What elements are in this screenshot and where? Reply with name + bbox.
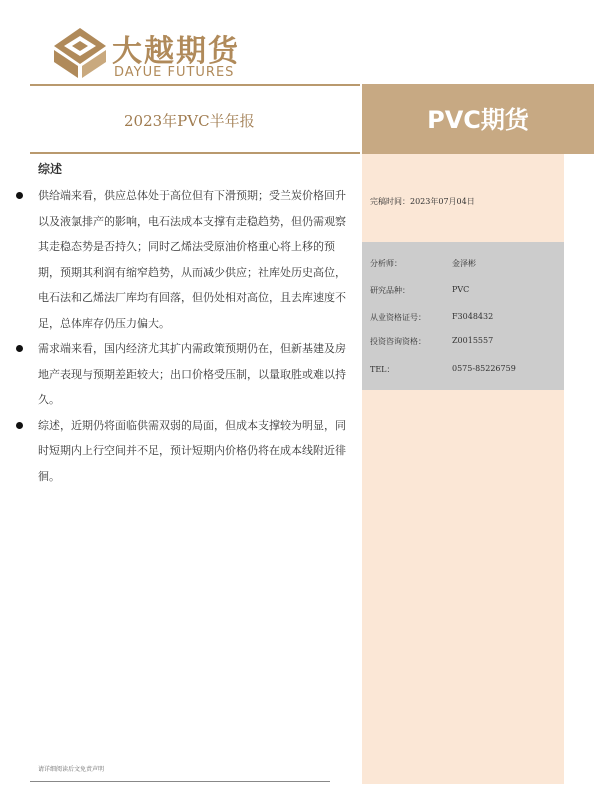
license-label: 从业资格证号： xyxy=(370,313,426,322)
bullet-text: 综述，近期仍将面临供需双弱的局面，但成本支撑较为明显，同时短期内上行空间并不足，预计短期内价格仍将在成本线附近徘徊。 xyxy=(38,418,346,483)
bullet-text: 供给端来看，供应总体处于高位但有下滑预期；受兰炭价格回升以及液氯排产的影响，电石法成本支撑有走稳趋势，但仍需观察其走稳态势是否持久；同时乙烯法受原油价格重心将上移的预期，预期其利润有缩窄趋势，从而减少供应；社库处历史高位，电石法和乙烯法厂库均有回落，但仍处相对高位，且去库速度不足，总体库存仍压力偏大。 xyxy=(38,189,346,330)
logo-english-text: DAYUE FUTURES xyxy=(114,65,235,80)
logo-mark-icon xyxy=(52,26,108,80)
summary-bullet-list xyxy=(14,183,354,489)
summary-bullet-supply xyxy=(14,183,354,336)
tel-row xyxy=(370,364,516,375)
disclaimer-note: 请详细阅读后文免责声明 xyxy=(38,766,105,773)
tel-value: 0575-85226759 xyxy=(452,364,516,373)
license-value: F3048432 xyxy=(452,312,494,321)
company-logo xyxy=(52,18,292,84)
analyst-value: 金泽彬 xyxy=(452,259,476,268)
logo-chinese-text: 大越期货 xyxy=(112,34,240,69)
consult-row xyxy=(370,336,494,347)
report-title-box xyxy=(30,84,360,154)
consult-value: Z0015557 xyxy=(452,336,494,345)
bullet-dot-icon xyxy=(16,422,23,429)
tel-label: TEL： xyxy=(370,365,395,374)
variety-label: 研究品种： xyxy=(370,286,410,295)
side-panel xyxy=(362,154,564,784)
license-row xyxy=(370,312,494,323)
variety-value: PVC xyxy=(452,285,470,294)
bullet-dot-icon xyxy=(16,345,23,352)
bullet-text: 需求端来看，国内经济尤其扩内需政策预期仍在，但新基建及房地产表现与预期差距较大；出口价格受压制，以量取胜或难以持久。 xyxy=(38,342,346,406)
product-label-box xyxy=(362,84,594,154)
consult-label: 投资咨询资格： xyxy=(370,337,426,346)
summary-bullet-demand xyxy=(14,336,354,413)
finish-date: 完稿时间：2023年07月04日 xyxy=(370,197,475,206)
analyst-label: 分析师： xyxy=(370,259,402,268)
title-bar xyxy=(30,84,594,154)
summary-heading: 综述 xyxy=(38,162,63,176)
report-title: 2023年PVC半年报 xyxy=(124,112,255,130)
variety-row xyxy=(370,285,470,296)
analyst-row xyxy=(370,258,476,269)
analyst-info-box xyxy=(362,242,564,390)
footer-divider xyxy=(30,781,330,782)
product-label: PVC期货 xyxy=(427,106,529,134)
summary-bullet-conclusion xyxy=(14,413,354,490)
bullet-dot-icon xyxy=(16,192,23,199)
